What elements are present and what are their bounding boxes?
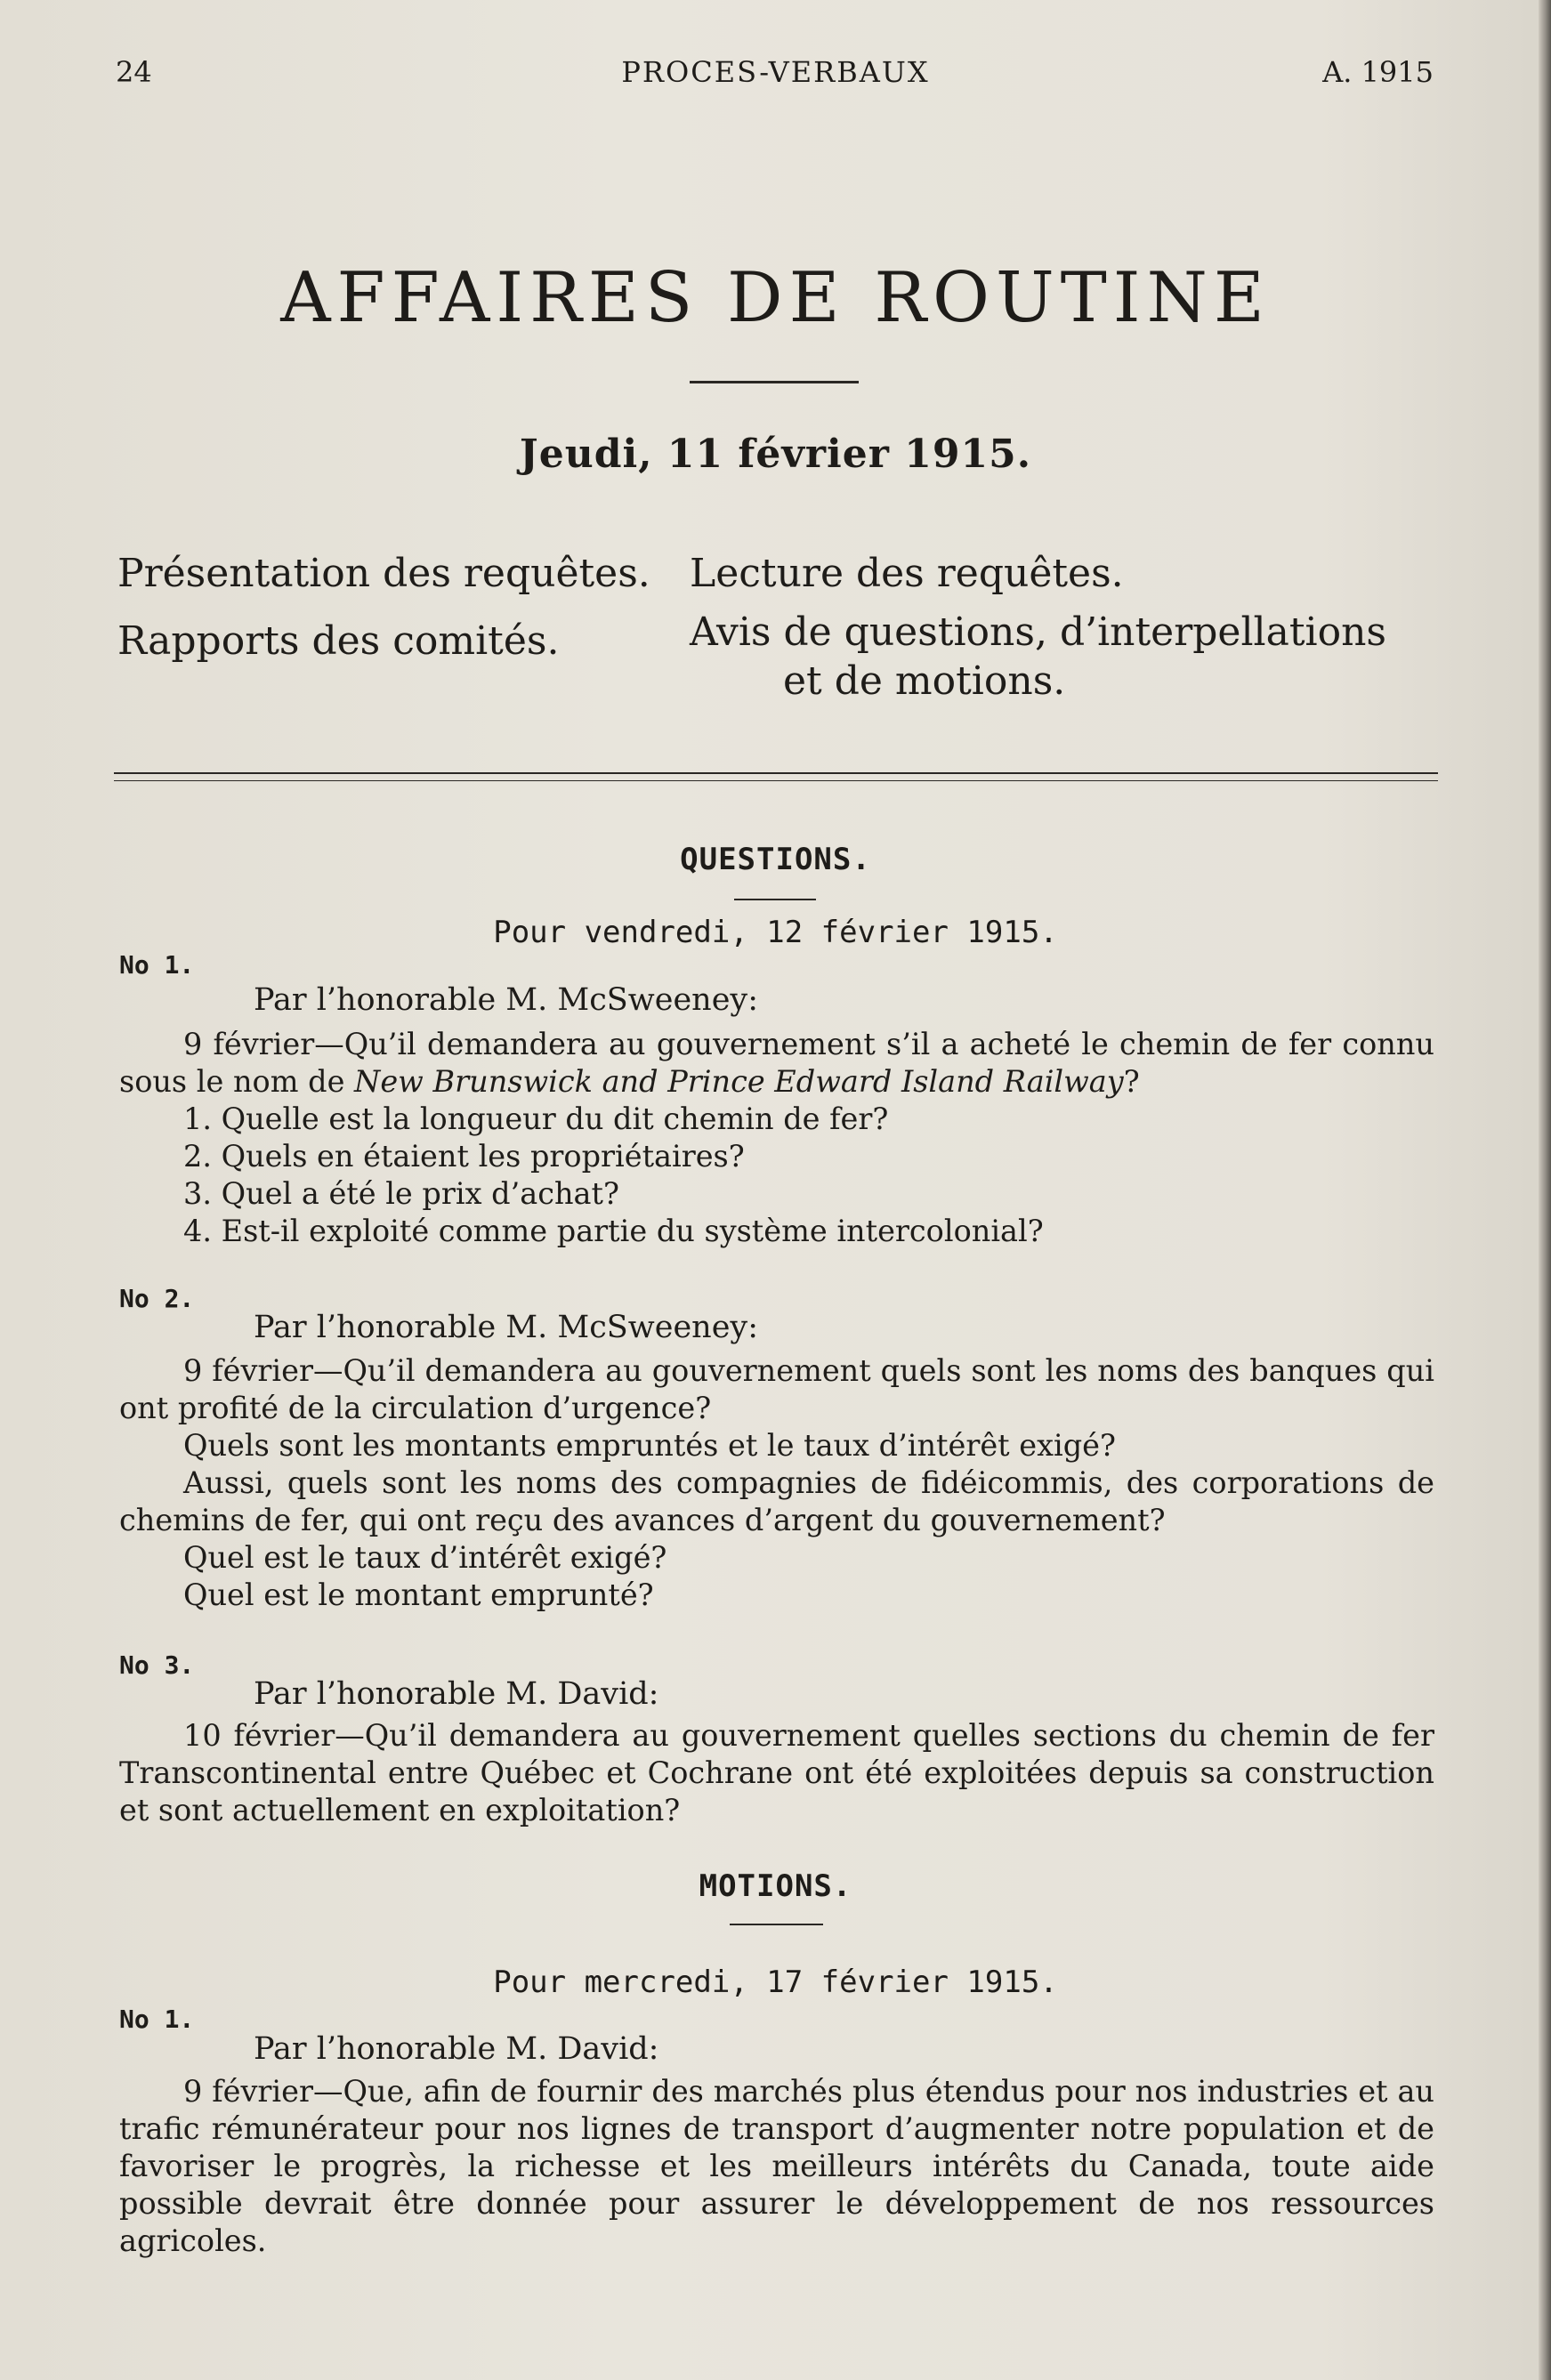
routine-left-column bbox=[117, 540, 650, 675]
question-subitem: 3. Quel a été le prix d’achat? bbox=[183, 1176, 619, 1211]
question-author: Par l’honorable M. McSweeney: bbox=[254, 982, 758, 1018]
questions-heading: QUESTIONS. bbox=[680, 842, 871, 877]
page-title: AFFAIRES DE ROUTINE bbox=[280, 258, 1271, 338]
questions-rule bbox=[734, 899, 816, 900]
motion-author: Par l’honorable M. David: bbox=[254, 2031, 659, 2067]
motion-text: 9 février—Que, afin de fournir des marchés plus étendus pour nos industries et au trafic rémunérateur pour nos lignes de transport d’augmenter notre population et de favoriser le progrès, la richesse et les meilleurs intérêts du Canada, toute aide possible devrait être donnée pour assurer le développement de nos ressources agricoles. bbox=[119, 2074, 1434, 2258]
routine-item: Avis de questions, d’interpellations bbox=[690, 609, 1386, 655]
question-number: No 1. bbox=[119, 950, 195, 980]
routine-item: Présentation des requêtes. bbox=[117, 551, 650, 596]
motions-heading: MOTIONS. bbox=[699, 1868, 852, 1904]
question-text: 10 février—Qu’il demandera au gouvernement quelles sections du chemin de fer Transcontinental entre Québec et Cochrane ont été exploitées depuis sa construction et sont actuellement en exploitation? bbox=[119, 1718, 1434, 1827]
question-subitem: 2. Quels en étaient les propriétaires? bbox=[183, 1139, 745, 1174]
question-subitem: 1. Quelle est la longueur du dit chemin de fer? bbox=[183, 1101, 889, 1136]
routine-item: Rapports des comités. bbox=[117, 618, 560, 664]
question-author: Par l’honorable M. McSweeney: bbox=[254, 1310, 758, 1345]
page-edge-shadow bbox=[1539, 0, 1551, 2380]
question-text: 9 février—Qu’il demandera au gouvernement quels sont les noms des banques qui ont profité de la circulation d’urgence? Quels sont les montants empruntés et le taux d’intérêt exigé? Aussi, quels sont les noms des compagnies de fidéicommis, des corporations de chemins de fer, qui ont reçu des avances d’argent du gouvernement? Quel est le taux d’intérêt exigé? Quel est le montant emprunté? bbox=[119, 1353, 1434, 1612]
section-double-rule-top bbox=[114, 772, 1438, 774]
motions-date: Pour mercredi, 17 février 1915. bbox=[493, 1965, 1058, 2000]
year-label: A. 1915 bbox=[1322, 55, 1434, 89]
title-rule bbox=[690, 381, 859, 383]
running-title: PROCES-VERBAUX bbox=[621, 55, 930, 89]
routine-item: Lecture des requêtes. bbox=[690, 551, 1124, 596]
question-subitem: 4. Est-il exploité comme partie du système intercolonial? bbox=[183, 1214, 1044, 1248]
question-number: No 2. bbox=[119, 1284, 195, 1313]
section-double-rule-bottom bbox=[114, 780, 1438, 781]
motions-rule bbox=[730, 1924, 823, 1925]
question-number: No 3. bbox=[119, 1650, 195, 1680]
page-number: 24 bbox=[116, 55, 152, 89]
motion-number: No 1. bbox=[119, 2005, 195, 2034]
questions-date: Pour vendredi, 12 février 1915. bbox=[493, 915, 1058, 950]
question-author: Par l’honorable M. David: bbox=[254, 1676, 659, 1712]
question-text: 9 février—Qu’il demandera au gouvernement s’il a acheté le chemin de fer connu sous le nom de New Brunswick and Prince Edward Island Railway? 1. Quelle est la longueur du dit chemin de fer? 2. Quels en étaient les propriétaires? 3. Quel a été le prix d’achat? 4. Est-il exploité comme partie du système intercolonial? bbox=[119, 1027, 1434, 1248]
routine-item-continuation: et de motions. bbox=[783, 658, 1066, 704]
date-heading: Jeudi, 11 février 1915. bbox=[519, 432, 1032, 477]
